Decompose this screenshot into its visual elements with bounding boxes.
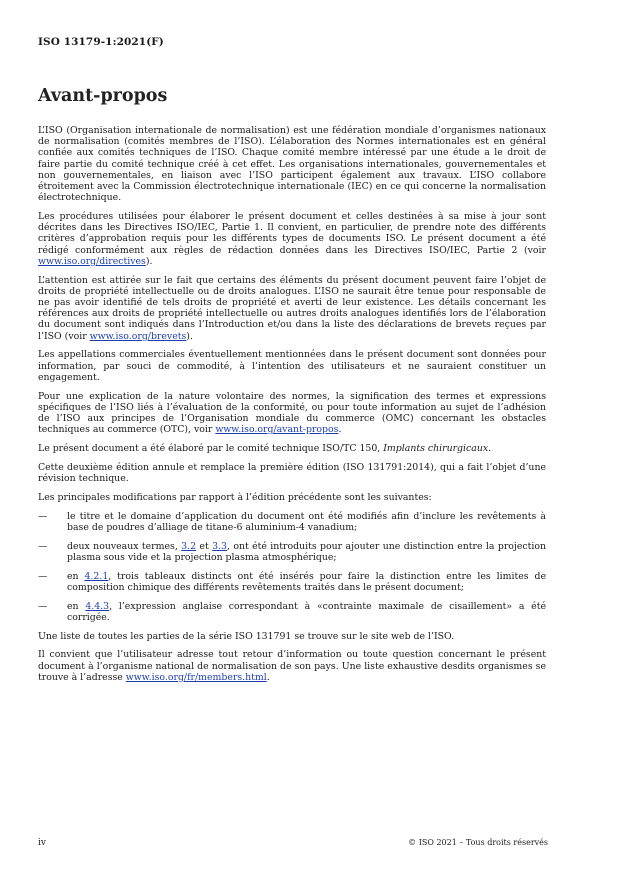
paragraph-text: Les procédures utilisées pour élaborer le présent document et celles destinées à sa mise à jour sont décrites dans les Directives ISO/IEC, Partie 1. Il convient, en particulier, de prendre note des différents critères d’approbation requis pour les différents types de documents ISO. Le présent document a été rédigé conformément aux règles de rédaction données dans les Directives ISO/IEC, Partie 2 (voir (38, 211, 546, 256)
paragraph-end: ). (145, 255, 153, 267)
patents-link[interactable]: www.iso.org/brevets (89, 330, 187, 342)
members-link[interactable]: www.iso.org/fr/members.html (125, 671, 267, 683)
paragraph-end: . (266, 671, 270, 683)
list-dash: — (38, 600, 48, 612)
list-item-text: en (67, 600, 86, 612)
paragraph-iso-intro: L’ISO (Organisation internationale de normalisation) est une fédération mondiale d’organismes nationaux de normalisation (comités membres de l’ISO). L’élaboration des Normes internationales est en général confiée aux comités techniques de l’ISO. Chaque comité membre intéressé par une étude a le droit de faire partie du comité technique créé à cet effet. Les organisations internationales, gouvernementales et non gouvernementales, en liaison avec l’ISO participent également aux travaux. L’ISO collabore étroitement avec la Commission électrotechnique internationale (IEC) en ce qui concerne la normalisation électrotechnique. (38, 125, 546, 204)
paragraph-text: Pour une explication de la nature volontaire des normes, la signification des termes et expressions spécifiques de l’ISO liés à l’évaluation de la conformité, ou pour toute information au sujet de l’adhésion de l’ISO aux principes de l’Organisation mondiale du commerce (OMC) concernant les obstacles techniques au commerce (OTC), voir (38, 390, 546, 436)
list-item-text: et (196, 540, 213, 552)
directives-link[interactable]: www.iso.org/directives (38, 255, 146, 267)
paragraph-end: . (338, 424, 342, 436)
paragraph-text: L’attention est attirée sur le fait que certains des éléments du présent document peuvent faire l’objet de droits de propriété intellectuelle ou de droits analogues. L’ISO ne saurait être tenue pour responsable de ne pas avoir identifié de tels droits de propriété et averti de leur existence. Les détails concernant les références aux droits de propriété intellectuelle ou autres droits analogues identifiés lors de l’élaboration du document sont indiqués dans l’Introduction et/ou dans la liste des déclarations de brevets reçues par l’ISO (voir (38, 274, 546, 342)
paragraph-voluntary-nature (38, 391, 546, 436)
paragraph-trade-names: Les appellations commerciales éventuellement mentionnées dans le présent document sont données pour information, par souci de commodité, à l’intention des utilisateurs et ne sauraient constituer un engagement. (38, 349, 546, 383)
list-item-text: en (67, 570, 85, 582)
list-item (38, 601, 546, 623)
page-title: Avant-propos (38, 86, 168, 106)
paragraph-edition: Cette deuxième édition annule et remplace la première édition (ISO 131791:2014), qui a fait l’objet d’une révision technique. (38, 461, 546, 485)
document-id-header: ISO 13179-1:2021(F) (38, 36, 164, 48)
list-dash: — (38, 540, 48, 552)
paragraph-changes-intro: Les principales modifications par rapport à l’édition précédente sont les suivantes: (38, 491, 432, 503)
paragraph-series-parts: Une liste de toutes les parties de la série ISO 131791 se trouve sur le site web de l’ISO. (38, 630, 455, 642)
list-item-text: le titre et le domaine d’application du document ont été modifiés afin d’inclure les revêtements à base de poudres d’alliage de titane-6 aluminium-4 vanadium; (67, 510, 546, 533)
committee-name: Implants chirurgicaux (383, 443, 489, 455)
list-item (38, 541, 546, 563)
list-dash: — (38, 570, 48, 582)
clause-4-2-1-link[interactable]: 4.2.1 (84, 570, 109, 582)
foreword-link[interactable]: www.iso.org/avant-propos (215, 424, 339, 436)
paragraph-patents (38, 275, 546, 342)
page-number: iv (38, 838, 46, 848)
paragraph-text: Il convient que l’utilisateur adresse tout retour d’information ou toute question concernant le présent document à l’organisme national de normalisation de son pays. Une liste exhaustive desdits organismes se trouve à l’adresse (38, 649, 546, 683)
list-item-text: , trois tableaux distincts ont été insérés pour faire la distinction entre les limites de composition chimique des différents revêtements traités dans le présent document; (67, 570, 546, 593)
paragraph-procedures (38, 211, 546, 267)
list-item-text: , l’expression anglaise correspondant à «contrainte maximale de cisaillement» a été corrigée. (67, 600, 546, 623)
clause-3-2-link[interactable]: 3.2 (181, 540, 197, 552)
list-item-text: deux nouveaux termes, (67, 540, 182, 552)
foreword-body (38, 125, 546, 691)
clause-4-4-3-link[interactable]: 4.4.3 (85, 600, 110, 612)
list-item (38, 571, 546, 593)
paragraph-committee (38, 443, 546, 454)
clause-3-3-link[interactable]: 3.3 (212, 540, 227, 552)
list-item-text: , ont été introduits pour ajouter une distinction entre la projection plasma sous vide et la projection plasma atmosphérique; (67, 540, 546, 563)
paragraph-end: ). (186, 330, 193, 342)
paragraph-feedback (38, 649, 546, 683)
paragraph-end: . (488, 443, 492, 455)
list-item (38, 511, 546, 533)
copyright-notice: © ISO 2021 – Tous droits réservés (408, 838, 548, 847)
list-dash: — (38, 510, 48, 522)
paragraph-text: Le présent document a été élaboré par le comité technique ISO/TC 150, (38, 443, 384, 455)
